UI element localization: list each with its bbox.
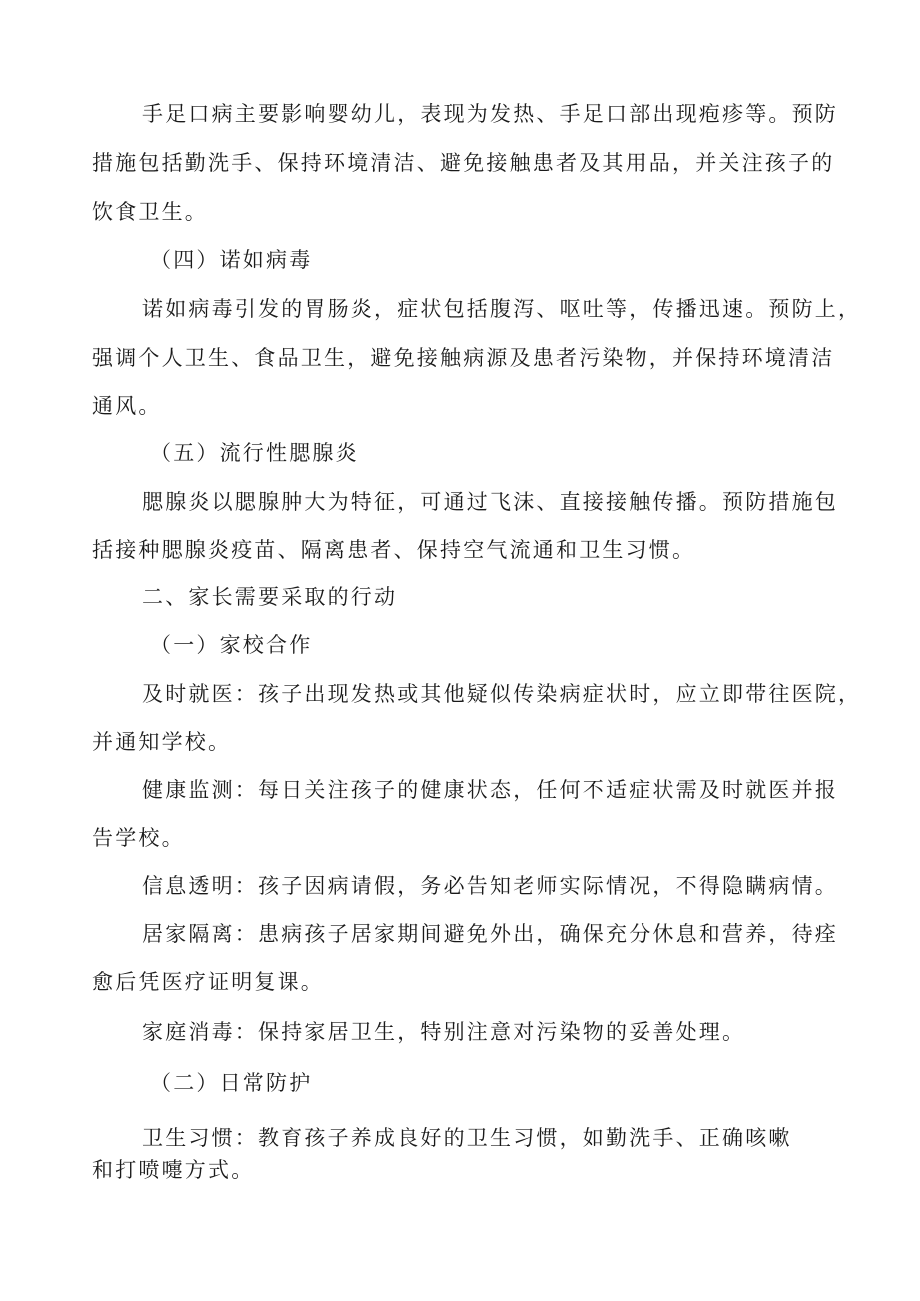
heading-home-school-cooperation: （一）家校合作 <box>150 633 313 657</box>
paragraph-home-isolation-line-2: 愈后凭医疗证明复课。 <box>92 970 324 994</box>
paragraph-hfmd-line-1: 手足口病主要影响婴幼儿，表现为发热、手足口部出现疱疹等。预防 <box>142 102 838 126</box>
paragraph-hygiene-habits-line-1: 卫生习惯：教育孩子养成良好的卫生习惯，如勤洗手、正确咳嗽 <box>142 1126 792 1150</box>
paragraph-timely-medical-line-1: 及时就医：孩子出现发热或其他疑似传染病症状时，应立即带往医院， <box>142 682 862 706</box>
paragraph-hfmd-line-3: 饮食卫生。 <box>92 200 208 224</box>
paragraph-norovirus-line-2: 强调个人卫生、食品卫生，避免接触病源及患者污染物，并保持环境清洁 <box>92 346 835 370</box>
heading-daily-protection: （二）日常防护 <box>150 1071 313 1095</box>
heading-mumps: （五）流行性腮腺炎 <box>150 441 359 465</box>
paragraph-hygiene-habits-line-2: 和打喷嚏方式。 <box>92 1158 255 1182</box>
paragraph-health-monitoring-line-1: 健康监测：每日关注孩子的健康状态，任何不适症状需及时就医并报 <box>142 778 838 802</box>
section-heading-parent-actions: 二、家长需要采取的行动 <box>142 585 398 609</box>
heading-norovirus: （四）诺如病毒 <box>150 248 313 272</box>
paragraph-home-disinfection: 家庭消毒：保持家居卫生，特别注意对污染物的妥善处理。 <box>142 1020 746 1044</box>
paragraph-norovirus-line-1: 诺如病毒引发的胃肠炎，症状包括腹泻、呕吐等，传播迅速。预防上， <box>142 297 862 321</box>
paragraph-mumps-line-2: 括接种腮腺炎疫苗、隔离患者、保持空气流通和卫生习惯。 <box>92 538 696 562</box>
paragraph-information-transparency: 信息透明：孩子因病请假，务必告知老师实际情况，不得隐瞒病情。 <box>142 874 838 898</box>
paragraph-health-monitoring-line-2: 告学校。 <box>92 826 185 850</box>
paragraph-hfmd-line-2: 措施包括勤洗手、保持环境清洁、避免接触患者及其用品，并关注孩子的 <box>92 151 835 175</box>
paragraph-mumps-line-1: 腮腺炎以腮腺肿大为特征，可通过飞沫、直接接触传播。预防措施包 <box>142 490 838 514</box>
paragraph-norovirus-line-3: 通风。 <box>92 394 162 418</box>
paragraph-timely-medical-line-2: 并通知学校。 <box>92 730 232 754</box>
paragraph-home-isolation-line-1: 居家隔离：患病孩子居家期间避免外出，确保充分休息和营养，待痊 <box>142 922 838 946</box>
